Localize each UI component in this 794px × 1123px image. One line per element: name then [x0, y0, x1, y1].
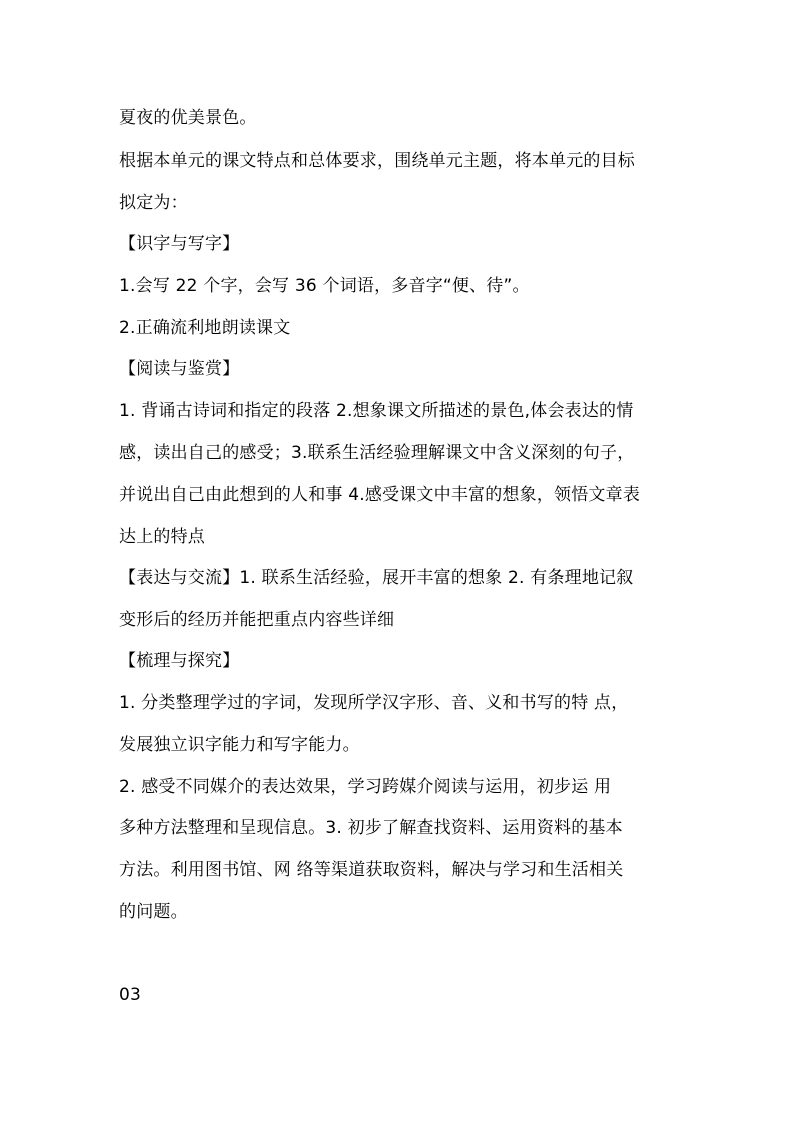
page-number: 03 — [119, 985, 142, 1005]
text-line: 1. 分类整理学过的字词，发现所学汉字形、音、义和书写的特 点， — [119, 693, 629, 713]
text-line: 变形后的经历并能把重点内容些详细 — [119, 610, 395, 630]
text-line: 1. 背诵古诗词和指定的段落 2.想象课文所描述的景色,体会表达的情 — [119, 401, 634, 421]
section-heading: 【识字与写字】 — [119, 234, 240, 254]
section-heading: 【阅读与鉴赏】 — [119, 359, 240, 379]
text-line: 多种方法整理和呈现信息。3. 初步了解查找资料、运用资料的基本 — [119, 818, 623, 838]
text-line: 达上的特点 — [119, 527, 205, 547]
text-line: 发展独立识字能力和写字能力。 — [119, 735, 360, 755]
text-line: 根据本单元的课文特点和总体要求，围绕单元主题，将本单元的目标 — [119, 151, 635, 171]
text-line: 方法。利用图书馆、网 络等渠道获取资料，解决与学习和生活相关 — [119, 860, 624, 880]
text-line: 2. 感受不同媒介的表达效果，学习跨媒介阅读与运用，初步运 用 — [119, 777, 612, 797]
text-line: 1.会写 22 个字，会写 36 个词语，多音字“便、待”。 — [119, 276, 530, 296]
text-line: 拟定为： — [119, 193, 188, 213]
text-line: 并说出自己由此想到的人和事 4.感受课文中丰富的想象，领悟文章表 — [119, 485, 641, 505]
text-line: 2.正确流利地朗读课文 — [119, 318, 291, 338]
text-line: 感，读出自己的感受；3.联系生活经验理解课文中含义深刻的句子， — [119, 443, 635, 463]
text-line: 的问题。 — [119, 902, 188, 922]
text-line: 夏夜的优美景色。 — [119, 108, 257, 128]
text-line: 【表达与交流】1. 联系生活经验，展开丰富的想象 2. 有条理地记叙 — [119, 568, 634, 588]
section-heading: 【梳理与探究】 — [119, 651, 240, 671]
